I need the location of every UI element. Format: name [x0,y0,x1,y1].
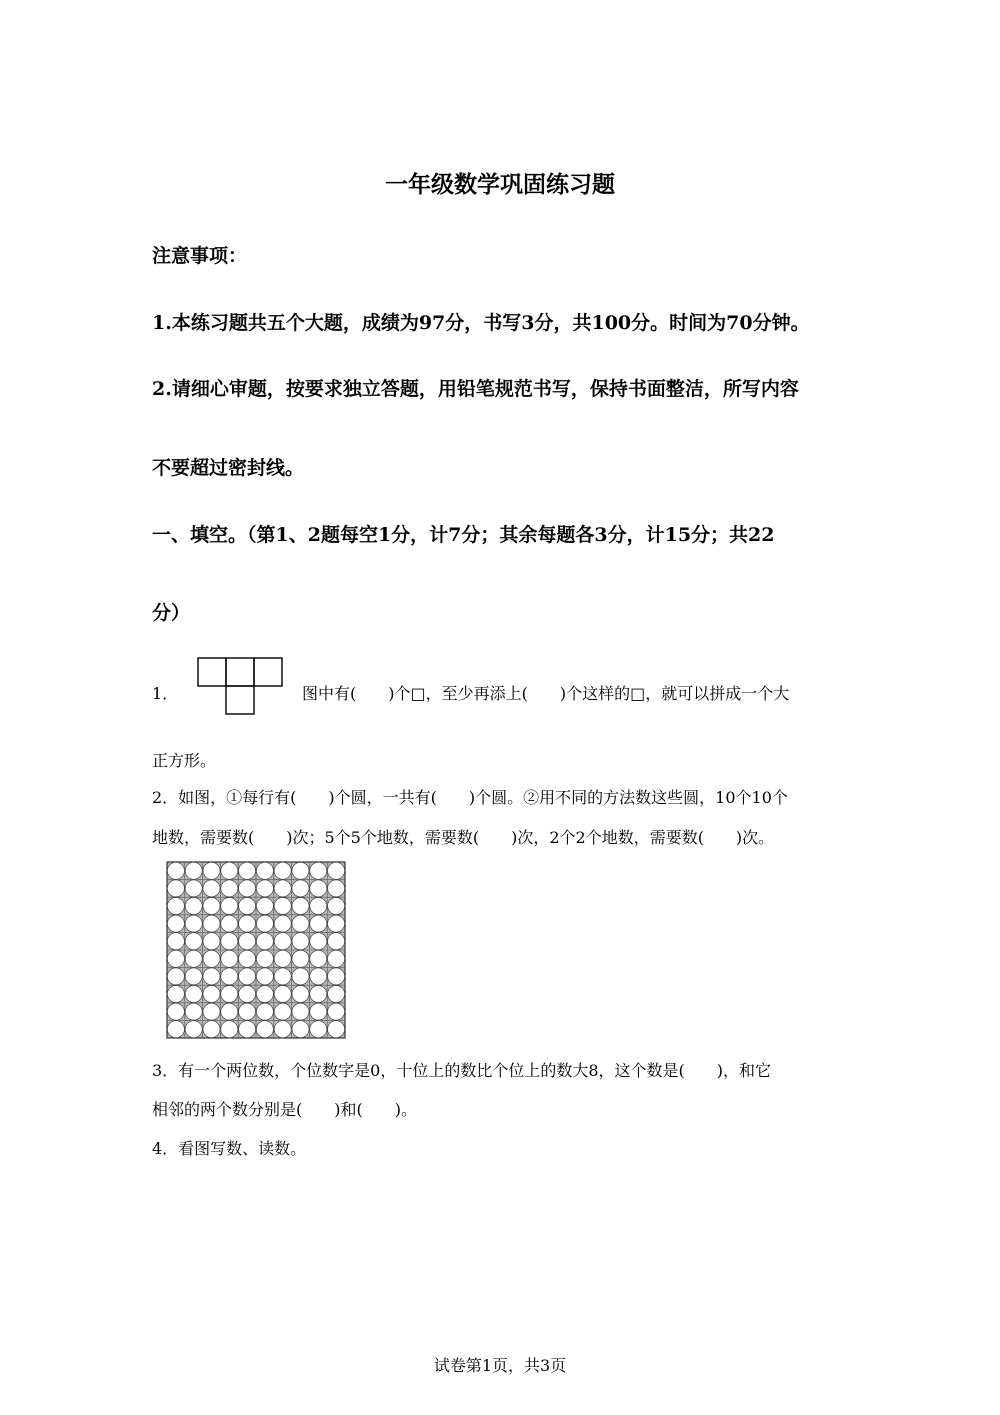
grid-circle [185,862,202,879]
grid-circle [167,1003,184,1020]
grid-circle [221,986,238,1003]
notice-item-2-line-2: 不要超过密封线。 [152,457,305,479]
grid-circle [221,968,238,985]
grid-circle [310,986,327,1003]
question-3-line-1: 3．有一个两位数，个位数字是0，十位上的数比个位上的数大8，这个数是( )，和它 [152,1061,772,1080]
grid-circle [221,933,238,950]
grid-circle [274,986,291,1003]
grid-circle [256,1021,273,1038]
grid-circle [274,968,291,985]
grid-circle [328,933,345,950]
circle-grid-svg [166,861,346,1039]
grid-circle [274,950,291,967]
grid-circle [203,1003,220,1020]
grid-circle [167,915,184,932]
grid-circle [167,880,184,897]
grid-circle [310,862,327,879]
notice-item-1: 1.本练习题共五个大题，成绩为97分，书写3分，共100分。时间为70分钟。 [152,312,810,334]
grid-circle [292,915,309,932]
question-1-text-line-2: 正方形。 [152,751,217,770]
grid-circle [221,898,238,915]
grid-circle [239,968,256,985]
grid-circle [167,1021,184,1038]
grid-circle [292,1021,309,1038]
grid-circle [292,898,309,915]
grid-circle [256,898,273,915]
grid-circle [203,968,220,985]
section-1-heading-line-1: 一、填空。（第1、2题每空1分，计7分；其余每题各3分，计15分；共22 [152,524,775,546]
grid-circle [274,862,291,879]
grid-circle [274,915,291,932]
grid-circle [256,862,273,879]
grid-circle [274,880,291,897]
grid-circle [256,915,273,932]
grid-circle [203,950,220,967]
grid-circle [167,968,184,985]
grid-circle [221,1021,238,1038]
grid-circle [310,1021,327,1038]
grid-circle [167,862,184,879]
grid-circle [185,1021,202,1038]
grid-circle [185,950,202,967]
grid-circle [203,915,220,932]
grid-circle [328,862,345,879]
grid-circle [221,1003,238,1020]
grid-circle [256,933,273,950]
grid-circle [239,862,256,879]
page-title: 一年级数学巩固练习题 [385,171,615,198]
circle-grid-figure [166,861,346,1039]
grid-circle [292,1003,309,1020]
grid-circle [256,880,273,897]
question-4-line-1: 4．看图写数、读数。 [152,1139,307,1158]
grid-circle [328,898,345,915]
question-1-number: 1． [152,684,179,703]
grid-circle [203,880,220,897]
grid-circle [256,1003,273,1020]
grid-circle [203,986,220,1003]
tile-square-1 [198,658,226,686]
grid-circle [185,1003,202,1020]
grid-circle [203,898,220,915]
grid-circle [292,950,309,967]
grid-circle [274,898,291,915]
grid-circle [310,950,327,967]
grid-circle [185,898,202,915]
grid-circle [185,915,202,932]
grid-circle [203,1021,220,1038]
grid-circle [328,880,345,897]
grid-circle [203,933,220,950]
section-1-heading-line-2: 分） [152,602,191,624]
square-tile-figure [197,657,285,715]
grid-circle [239,933,256,950]
grid-circle [167,898,184,915]
grid-circle [292,968,309,985]
grid-circle [292,933,309,950]
grid-circle [328,915,345,932]
grid-circle [310,933,327,950]
grid-circle [292,862,309,879]
grid-circle [274,1021,291,1038]
grid-circle [274,933,291,950]
grid-circle [239,915,256,932]
grid-circle [310,915,327,932]
tile-square-3 [254,658,282,686]
notice-item-2-line-1: 2.请细心审题，按要求独立答题，用铅笔规范书写，保持书面整洁，所写内容 [152,378,799,400]
grid-circle [310,880,327,897]
grid-circle [310,898,327,915]
grid-circle [167,950,184,967]
grid-circle [185,933,202,950]
grid-circle [274,1003,291,1020]
notice-heading: 注意事项： [152,245,248,267]
grid-circle [310,1003,327,1020]
grid-circle [239,880,256,897]
grid-circle [203,862,220,879]
grid-circle [256,950,273,967]
grid-circle [239,1003,256,1020]
question-1-text-line-1: 图中有( )个□，至少再添上( )个这样的□，就可以拼成一个大 [302,684,790,703]
grid-circle [328,1003,345,1020]
grid-circle [185,968,202,985]
question-2-line-1: 2．如图，①每行有( )个圆，一共有( )个圆。②用不同的方法数这些圆，10个10个 [152,788,788,807]
grid-circle [328,950,345,967]
grid-circle [239,1021,256,1038]
tile-square-2 [226,658,254,686]
grid-circle [256,968,273,985]
grid-circle [239,986,256,1003]
page-footer: 试卷第1页，共3页 [433,1356,567,1375]
tile-square-4 [226,686,254,714]
grid-circle [292,986,309,1003]
grid-circle [256,986,273,1003]
grid-circle [185,986,202,1003]
grid-circle [239,898,256,915]
grid-circle [239,950,256,967]
grid-circle [310,968,327,985]
grid-circle [185,880,202,897]
question-2-line-2: 地数，需要数( )次；5个5个地数，需要数( )次，2个2个地数，需要数( )次。 [152,828,775,847]
grid-circle [221,950,238,967]
grid-circle [328,1021,345,1038]
grid-circle [328,986,345,1003]
grid-circle [167,933,184,950]
grid-circle [221,880,238,897]
grid-circle [221,862,238,879]
grid-circle [167,986,184,1003]
grid-circle [221,915,238,932]
grid-circle [292,880,309,897]
question-3-line-2: 相邻的两个数分别是( )和( )。 [152,1100,417,1119]
grid-circle [328,968,345,985]
